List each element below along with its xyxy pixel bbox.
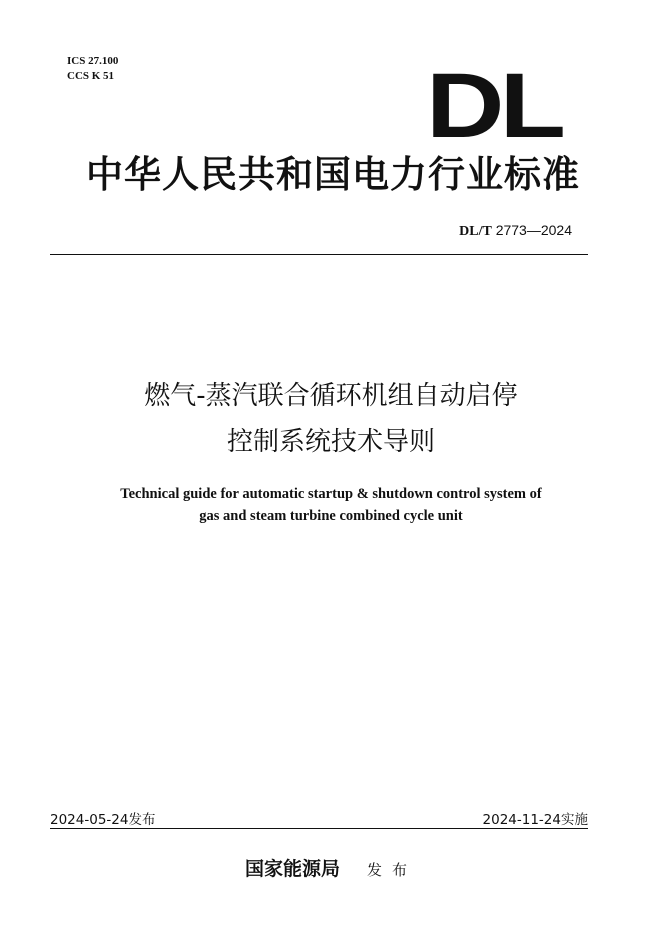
ics-code: ICS 27.100 xyxy=(67,55,119,67)
implementation-date: 2024-11-24实施 xyxy=(482,812,588,828)
standard-code-prefix: DL/T xyxy=(459,224,492,239)
bottom-divider xyxy=(50,828,588,829)
issue-date: 2024-05-24发布 xyxy=(50,812,156,828)
title-en-line2: gas and steam turbine combined cycle unit xyxy=(199,508,463,524)
publisher-action: 发布 xyxy=(367,861,418,879)
publisher xyxy=(0,854,662,881)
title-zh-line2: 控制系统技术导则 xyxy=(226,427,435,457)
dl-logo: DL xyxy=(426,55,562,157)
classification-codes xyxy=(67,54,118,84)
title-zh-line1: 燃气-蒸汽联合循环机组自动启停 xyxy=(144,381,518,411)
standard-code xyxy=(459,222,572,240)
top-divider xyxy=(50,254,588,255)
publisher-name: 国家能源局 xyxy=(244,858,340,880)
standard-code-number: 2773—2024 xyxy=(495,222,572,238)
standard-title: 中华人民共和国电力行业标准 xyxy=(86,152,580,196)
ccs-code: CCS K 51 xyxy=(67,70,115,82)
title-en-line1: Technical guide for automatic startup & shutdown control system of xyxy=(120,486,542,502)
